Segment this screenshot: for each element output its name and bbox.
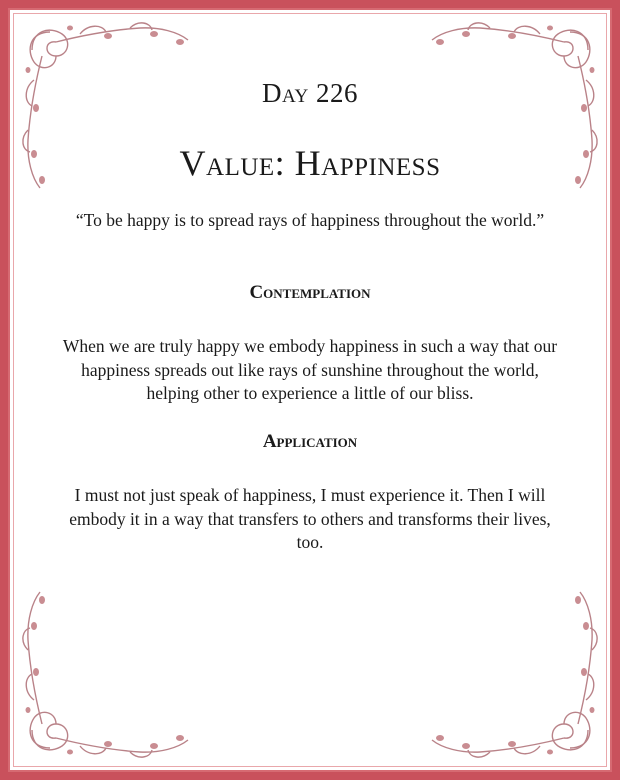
- value-title: Value: Happiness: [179, 143, 441, 183]
- corner-ornament-bottom-right: [410, 570, 610, 770]
- quote: “To be happy is to spread rays of happiness throughout the world.”: [75, 210, 545, 230]
- contemplation-heading: Contemplation: [249, 282, 371, 303]
- day-title: Day 226: [262, 78, 358, 108]
- contemplation-text: When we are truly happy we embody happiness in such a way that our happiness spreads out like rays of sunshine throughout the world, helping other to experience a little of our bliss.: [62, 336, 558, 403]
- application-text: I must not just speak of happiness, I must experience it. Then I will embody it in a way that transfers to others and transforms their lives, too.: [69, 485, 551, 552]
- application-heading: Application: [262, 431, 358, 452]
- corner-ornament-bottom-left: [10, 570, 210, 770]
